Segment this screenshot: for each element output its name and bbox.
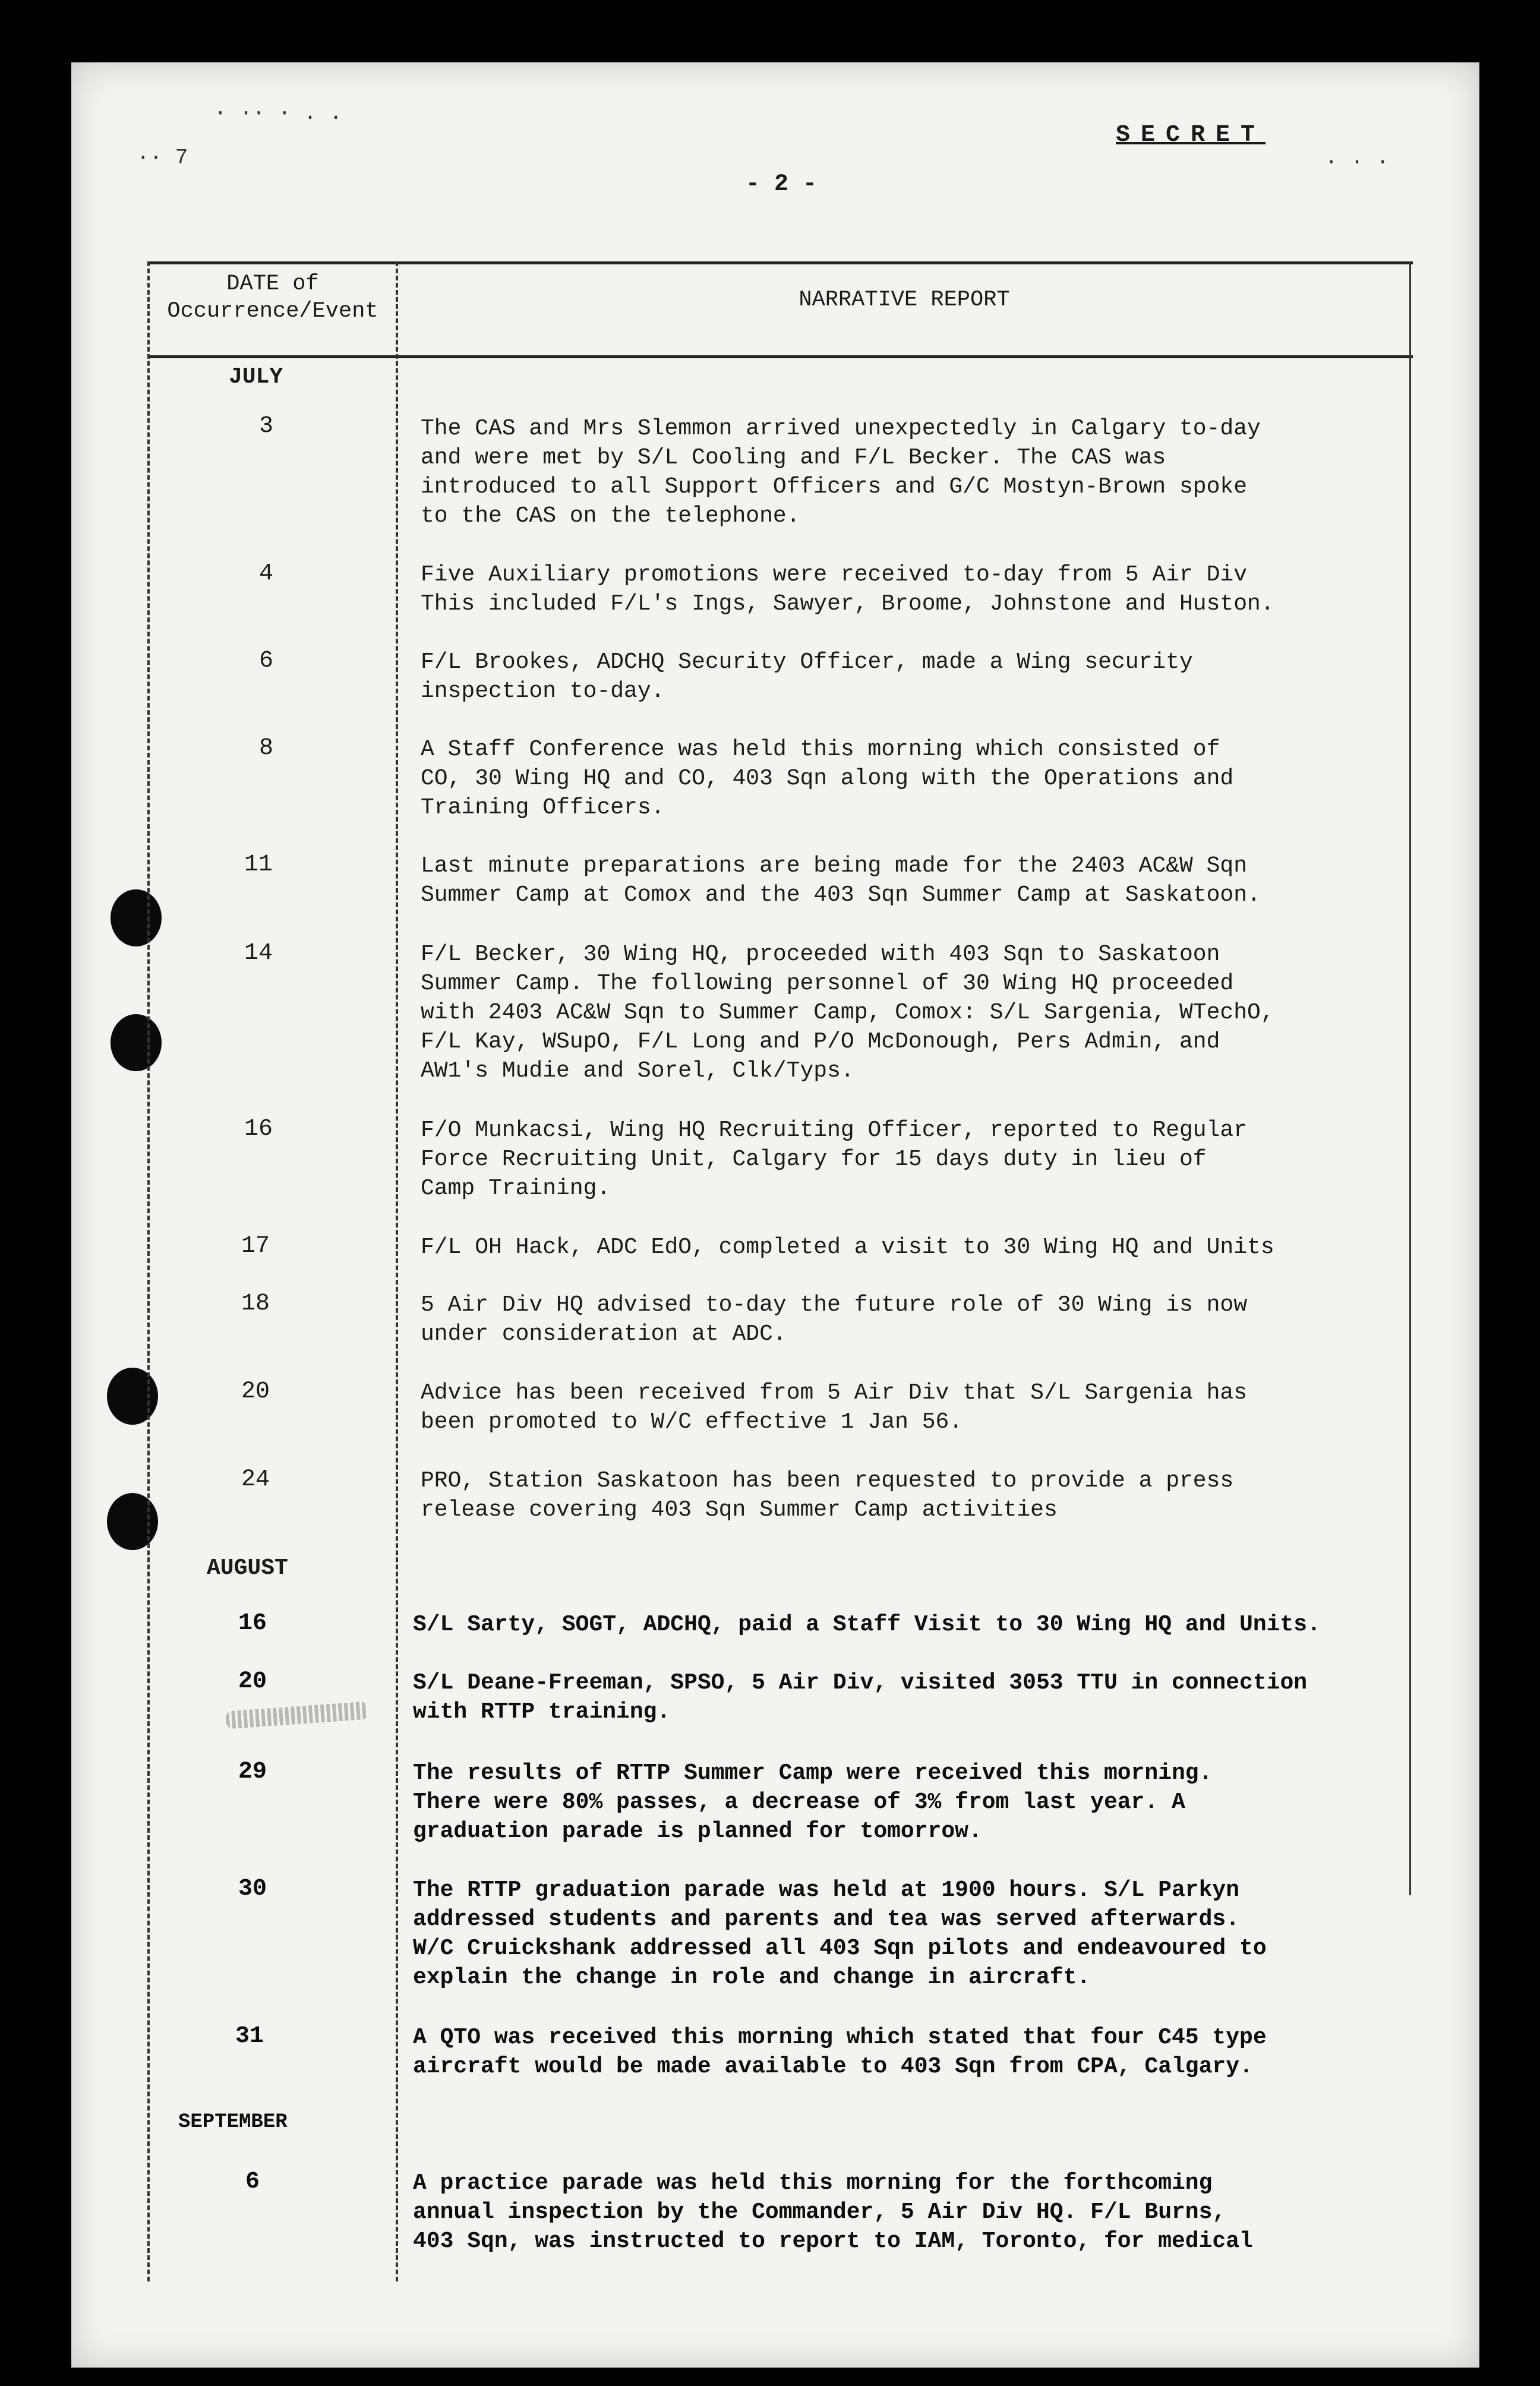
entry-line: W/C Cruickshank addressed all 403 Sqn pilots and endeavoured to <box>413 1936 1267 1961</box>
month-heading-august: AUGUST <box>207 1555 288 1581</box>
entry-line: 5 Air Div HQ advised to-day the future role of 30 Wing is now <box>421 1292 1248 1318</box>
entry-date: 6 <box>245 2169 260 2195</box>
entry-text <box>421 1466 1233 1525</box>
punch-hole <box>111 889 162 946</box>
entry-text <box>421 414 1261 531</box>
punch-hole <box>111 1014 162 1071</box>
entry-date: 16 <box>244 1116 273 1142</box>
entry-date: 20 <box>241 1378 270 1405</box>
entry-text <box>413 1759 1212 1846</box>
entry-line: introduced to all Support Officers and G/C Mostyn-Brown spoke <box>421 474 1248 500</box>
entry-line: Force Recruiting Unit, Calgary for 15 days duty in lieu of <box>421 1147 1207 1172</box>
entry-line: S/L Sarty, SOGT, ADCHQ, paid a Staff Visit to 30 Wing HQ and Units. <box>413 1612 1321 1637</box>
entry-text <box>421 560 1274 618</box>
entry-line: S/L Deane-Freeman, SPSO, 5 Air Div, visited 3053 TTU in connection <box>413 1670 1308 1696</box>
classification-label: SECRET <box>1116 122 1266 149</box>
entry-text <box>421 940 1274 1085</box>
entry-date: 6 <box>258 648 273 674</box>
month-heading-september: SEPTEMBER <box>178 2111 288 2133</box>
entry-text <box>413 1876 1267 1992</box>
narrative-column-header: NARRATIVE REPORT <box>799 288 1010 313</box>
entry-date: 29 <box>238 1759 267 1785</box>
entry-text <box>421 648 1193 706</box>
month-heading-july: JULY <box>229 364 283 390</box>
entry-line: F/O Munkacsi, Wing HQ Recruiting Officer, reported to Regular <box>421 1118 1248 1143</box>
punch-hole <box>107 1493 158 1550</box>
entry-line: with RTTP training. <box>413 1699 671 1725</box>
corner-mark-dots: . . . <box>1325 146 1390 170</box>
entry-line: The RTTP graduation parade was held at 1900 hours. S/L Parkyn <box>413 1877 1240 1903</box>
entry-line: Last minute preparations are being made for the 2403 AC&W Sqn <box>421 853 1248 879</box>
entry-line: annual inspection by the Commander, 5 Air Div HQ. F/L Burns, <box>413 2199 1226 2225</box>
entry-line: A Staff Conference was held this morning which consisted of <box>421 737 1220 762</box>
entry-line: AW1's Mudie and Sorel, Clk/Typs. <box>421 1058 854 1084</box>
entry-date: 8 <box>258 735 273 762</box>
entry-line: inspection to-day. <box>421 678 665 704</box>
entry-date: 16 <box>238 1610 267 1637</box>
document-page <box>71 62 1479 2368</box>
page-number: - 2 - <box>746 171 818 198</box>
entry-line: Summer Camp. The following personnel of 30 Wing HQ proceeded <box>421 971 1234 996</box>
corner-marks: · ·· · . . <box>214 101 343 125</box>
entry-date: 18 <box>241 1290 270 1317</box>
entry-text <box>413 1668 1307 1727</box>
entry-line: and were met by S/L Cooling and F/L Becker. The CAS was <box>421 445 1166 471</box>
entry-line: to the CAS on the telephone. <box>421 503 800 529</box>
entry-text <box>421 1116 1247 1203</box>
entry-text <box>421 851 1261 910</box>
entry-line: There were 80% passes, a decrease of 3% from last year. A <box>413 1790 1185 1815</box>
entry-line: F/L Brookes, ADCHQ Security Officer, made a Wing security <box>421 649 1193 675</box>
entry-text <box>413 1610 1321 1639</box>
entry-date: 24 <box>241 1466 270 1493</box>
entry-line: A QTO was received this morning which stated that four C45 type <box>413 2025 1267 2050</box>
entry-line: Five Auxiliary promotions were received to-day from 5 Air Div <box>421 562 1248 588</box>
entry-text <box>421 735 1233 822</box>
entry-date: 14 <box>244 940 273 967</box>
entry-line: F/L OH Hack, ADC EdO, completed a visit to 30 Wing HQ and Units <box>421 1235 1274 1260</box>
entry-text <box>421 1233 1274 1262</box>
date-column-header <box>150 270 396 325</box>
column-divider <box>396 261 398 2281</box>
entry-line: F/L Kay, WSupO, F/L Long and P/O McDonough, Pers Admin, and <box>421 1029 1220 1055</box>
entry-date: 31 <box>235 2023 264 2050</box>
entry-line: CO, 30 Wing HQ and CO, 403 Sqn along with the Operations and <box>421 766 1234 791</box>
date-header-line2: Occurrence/Event <box>167 299 378 324</box>
entry-line: A practice parade was held this morning for the forthcoming <box>413 2170 1213 2196</box>
entry-line: Training Officers. <box>421 795 665 820</box>
date-header-line1: DATE of <box>226 272 319 296</box>
entry-date: 20 <box>238 1668 267 1695</box>
entry-line: 403 Sqn, was instructed to report to IAM, Toronto, for medical <box>413 2229 1253 2254</box>
entry-line: Summer Camp at Comox and the 403 Sqn Summer Camp at Saskatoon. <box>421 882 1261 908</box>
entry-line: The CAS and Mrs Slemmon arrived unexpectedly in Calgary to-day <box>421 416 1261 441</box>
entry-line: under consideration at ADC. <box>421 1321 787 1347</box>
entry-line: PRO, Station Saskatoon has been requested to provide a press <box>421 1468 1234 1494</box>
table-top-rule <box>147 261 1413 264</box>
entry-date: 30 <box>238 1876 267 1902</box>
entry-date: 11 <box>244 851 273 878</box>
entry-line: Advice has been received from 5 Air Div that S/L Sargenia has <box>421 1380 1248 1406</box>
entry-line: F/L Becker, 30 Wing HQ, proceeded with 403 Sqn to Saskatoon <box>421 942 1220 967</box>
table-header-rule <box>147 355 1413 358</box>
table-left-border <box>147 261 150 2281</box>
table-right-border <box>1409 261 1411 1895</box>
corner-mark-number: ·· 7 <box>137 146 188 170</box>
entry-date: 4 <box>258 560 273 587</box>
entry-line: This included F/L's Ings, Sawyer, Broome, Johnstone and Huston. <box>421 591 1274 617</box>
entry-line: explain the change in role and change in aircraft. <box>413 1965 1091 1990</box>
entry-line: release covering 403 Sqn Summer Camp activities <box>421 1497 1058 1523</box>
entry-date: 3 <box>258 413 273 440</box>
entry-text <box>421 1378 1247 1437</box>
entry-text <box>421 1290 1247 1349</box>
entry-text <box>413 2023 1267 2081</box>
entry-line: graduation parade is planned for tomorrow. <box>413 1819 982 1844</box>
entry-line: The results of RTTP Summer Camp were received this morning. <box>413 1760 1213 1786</box>
punch-hole <box>107 1368 158 1425</box>
entry-line: addressed students and parents and tea was served afterwards. <box>413 1907 1240 1932</box>
entry-date: 17 <box>241 1233 270 1260</box>
entry-line: with 2403 AC&W Sqn to Summer Camp, Comox: S/L Sargenia, WTechO, <box>421 1000 1274 1025</box>
entry-line: Camp Training. <box>421 1176 611 1201</box>
entry-text <box>413 2169 1253 2256</box>
entry-line: aircraft would be made available to 403 Sqn from CPA, Calgary. <box>413 2054 1253 2079</box>
entry-line: been promoted to W/C effective 1 Jan 56. <box>421 1409 963 1435</box>
